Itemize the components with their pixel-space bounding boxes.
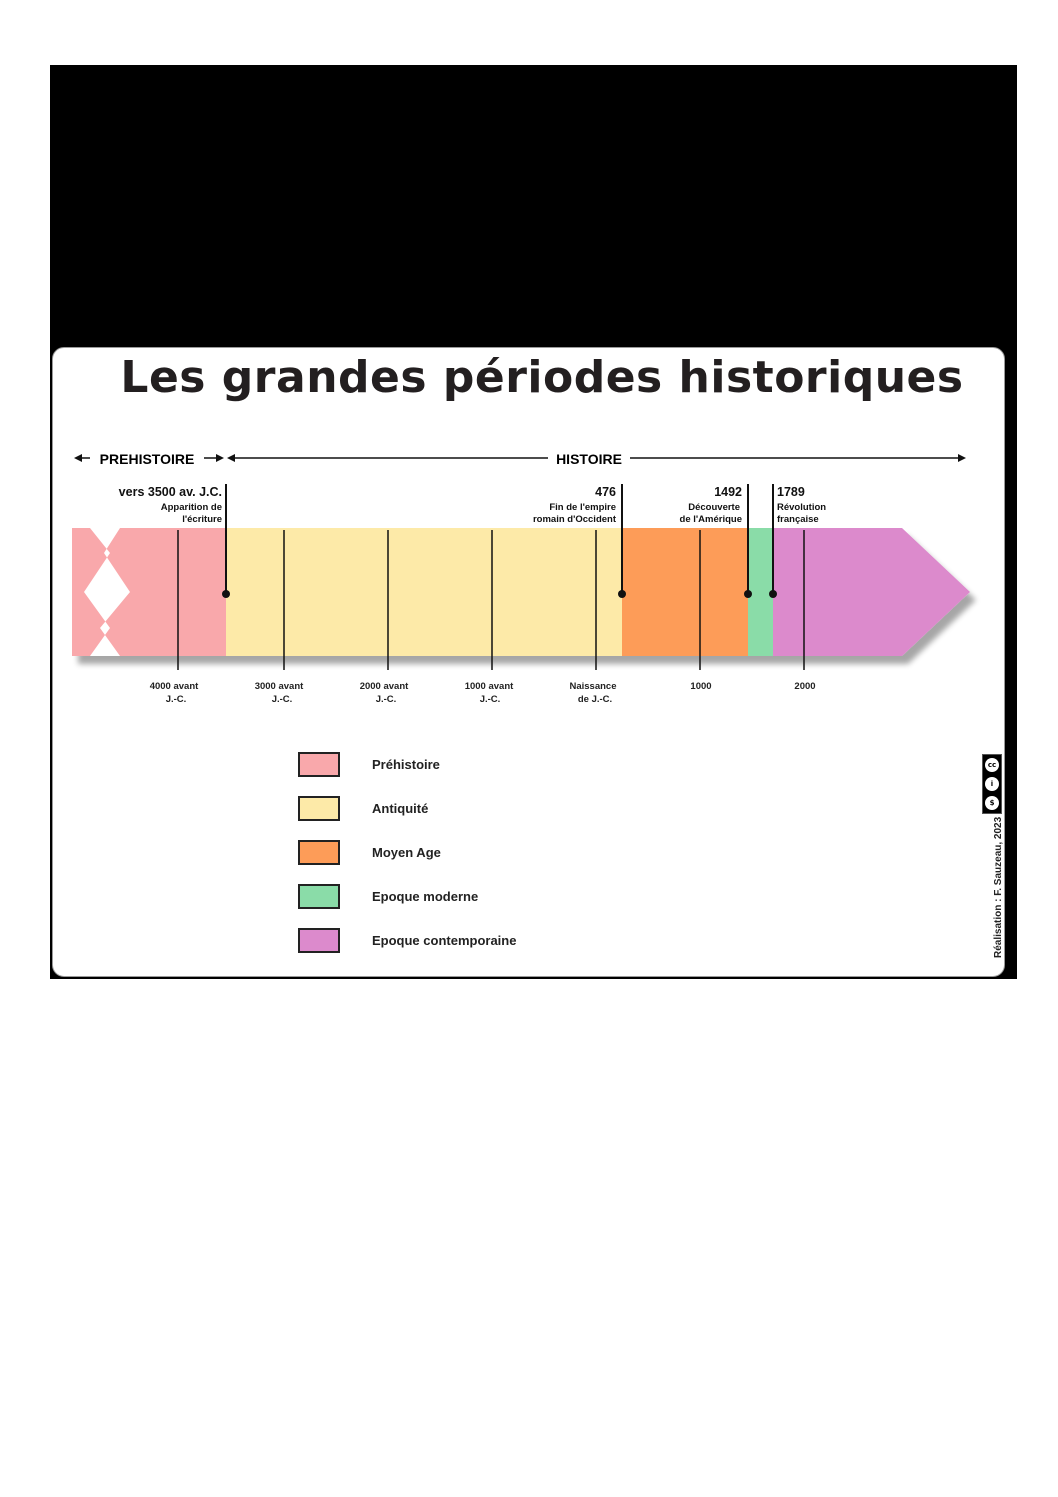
legend-item (298, 742, 516, 786)
tick-label: 4000 avant (149, 681, 199, 692)
legend-label: Epoque contemporaine (372, 932, 517, 948)
event-desc: française (777, 514, 819, 525)
legend-label: Préhistoire (372, 756, 440, 772)
cc-by-nc-sa-icon (982, 754, 1002, 814)
legend-item (298, 830, 516, 874)
poster-title: Les grandes périodes historiques (120, 352, 964, 403)
event-desc: romain d'Occident (532, 514, 616, 525)
license-mark: i (985, 777, 999, 791)
event-year: vers 3500 av. J.C. (118, 485, 222, 499)
event-year: 1492 (714, 485, 742, 499)
event-dot (744, 590, 752, 598)
event-desc: Révolution (777, 502, 827, 513)
timeline-band (72, 528, 973, 656)
legend-item (298, 874, 516, 918)
era-arrows (74, 451, 966, 467)
event-dot (769, 590, 777, 598)
tick-label: 1000 avant (464, 681, 514, 692)
band-middle-ages (622, 528, 748, 656)
event-dot (618, 590, 626, 598)
event-desc: Découverte (688, 502, 740, 513)
legend-label: Epoque moderne (372, 888, 479, 904)
event-year: 1789 (777, 485, 805, 499)
arrowhead-right-icon (958, 454, 966, 462)
event-labels (119, 485, 827, 525)
legend (298, 742, 516, 962)
era-label-history: HISTOIRE (556, 451, 622, 467)
license-mark: $ (985, 796, 999, 810)
event-desc: Apparition de (160, 502, 222, 513)
tick-label: 2000 (794, 681, 816, 692)
arrowhead-left-icon (74, 454, 82, 462)
band-antiquity (226, 528, 622, 656)
license-mark: cc (985, 758, 999, 772)
tick-label: J.-C. (271, 694, 293, 705)
tick-label: 1000 (690, 681, 712, 692)
legend-swatch (298, 928, 340, 953)
event-desc: l'écriture (182, 514, 222, 525)
legend-label: Moyen Age (372, 844, 441, 860)
legend-swatch (298, 884, 340, 909)
tick-label: J.-C. (375, 694, 397, 705)
tick-label: 3000 avant (254, 681, 304, 692)
event-year: 476 (595, 485, 616, 499)
tick-label: J.-C. (479, 694, 501, 705)
band-contemporary (773, 528, 973, 656)
credit-text: Réalisation : F. Sauzeau, 2023 (993, 816, 1004, 958)
event-desc: Fin de l'empire (549, 502, 616, 513)
legend-item (298, 786, 516, 830)
legend-swatch (298, 796, 340, 821)
tick-labels (150, 681, 816, 705)
event-desc: de l'Amérique (679, 514, 742, 525)
tick-label: J.-C. (165, 694, 187, 705)
arrowhead-right-icon (216, 454, 224, 462)
era-label-prehistory: PREHISTOIRE (99, 451, 195, 467)
arrowhead-left-icon (227, 454, 235, 462)
tick-label: 2000 avant (359, 681, 409, 692)
tick-label: de J.-C. (577, 694, 613, 705)
band-modern (748, 528, 773, 656)
tick-label: Naissance (569, 681, 617, 692)
legend-swatch (298, 840, 340, 865)
legend-label: Antiquité (372, 800, 429, 816)
event-dot (222, 590, 230, 598)
legend-swatch (298, 752, 340, 777)
legend-item (298, 918, 516, 962)
